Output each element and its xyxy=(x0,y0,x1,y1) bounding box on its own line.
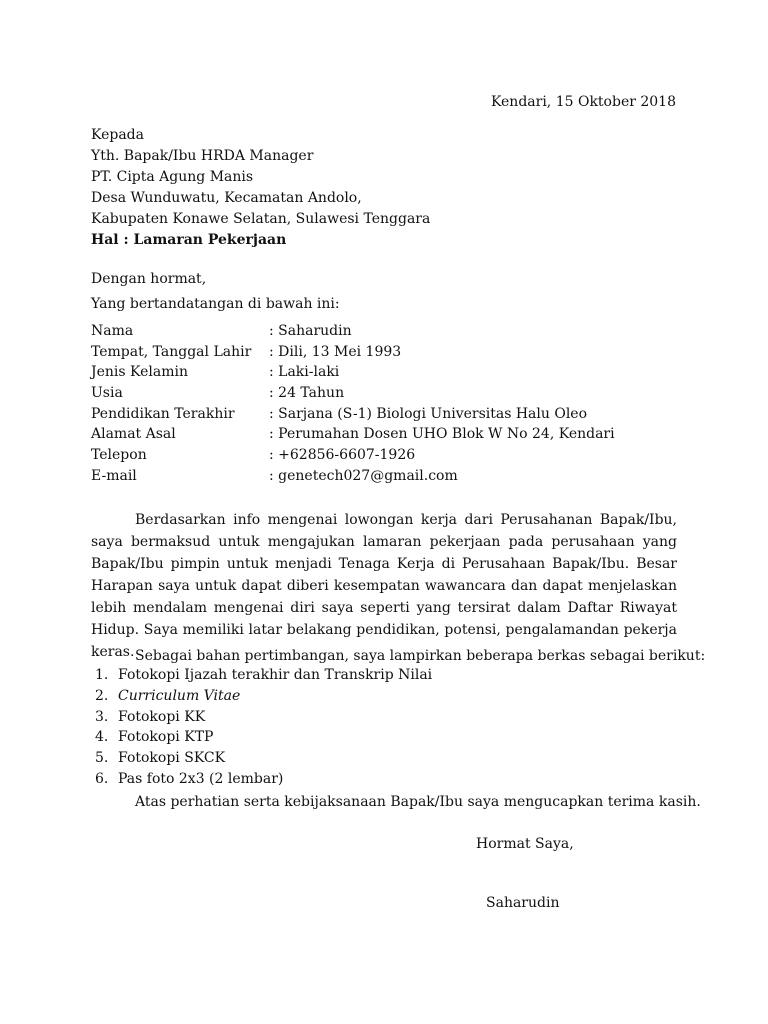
recipient-line: Yth. Bapak/Ibu HRDA Manager xyxy=(91,148,314,164)
closing-line: Hormat Saya, xyxy=(476,836,574,852)
body-paragraph: Berdasarkan info mengenai lowongan kerja dari Perusahanan Bapak/Ibu, saya bermaksud untuk mengajukan lamaran pekerjaan pada perusahaan yang Bapak/Ibu pimpin untuk menjadi Tenaga Kerja di Perusahaan Bapak/Ibu. Besar Harapan saya untuk dapat diberi kesempatan wawancara dan dapat menjelaskan lebih mendalam mengenai diri saya seperti yang tersirat dalam Daftar Riwayat Hidup. Saya memiliki latar belakang pendidikan, potensi, pengalamandan pekerja keras. xyxy=(91,512,677,660)
recipient-block xyxy=(91,125,430,251)
list-text: Fotokopi KTP xyxy=(118,729,214,746)
list-number: 6. xyxy=(95,770,109,787)
info-value: : Sarjana (S-1) Biologi Universitas Halu Oleo xyxy=(269,405,588,422)
recipient-line: Desa Wunduwatu, Kecamatan Andolo, xyxy=(91,190,362,206)
signer-name: Saharudin xyxy=(486,895,560,911)
info-label: Usia xyxy=(91,385,123,402)
info-label: Telepon xyxy=(91,447,147,464)
letter-date: Kendari, 15 Oktober 2018 xyxy=(490,94,676,110)
intro-line: Yang bertandatangan di bawah ini: xyxy=(91,296,340,312)
recipient-line: Kabupaten Konawe Selatan, Sulawesi Tenggara xyxy=(91,211,431,227)
info-label: Nama xyxy=(91,323,134,339)
info-value: : Saharudin xyxy=(269,323,352,339)
list-text: Fotokopi Ijazah terakhir dan Transkrip Nilai xyxy=(118,667,433,683)
list-text: Pas foto 2x3 (2 lembar) xyxy=(118,770,284,787)
list-number: 5. xyxy=(95,750,109,767)
recipient-line: Kepada xyxy=(91,127,144,143)
greeting: Dengan hormat, xyxy=(91,271,207,287)
recipient-line: PT. Cipta Agung Manis xyxy=(91,169,254,185)
info-label: Alamat Asal xyxy=(91,426,176,443)
info-value: : Perumahan Dosen UHO Blok W No 24, Kendari xyxy=(269,426,615,443)
info-value: : Laki-laki xyxy=(269,364,340,381)
info-label: Tempat, Tanggal Lahir xyxy=(91,343,252,360)
list-text: Fotokopi SKCK xyxy=(118,750,226,767)
letter-subject: Hal : Lamaran Pekerjaan xyxy=(91,232,287,248)
list-number: 3. xyxy=(95,708,109,725)
info-value: : 24 Tahun xyxy=(269,385,345,402)
list-text: Fotokopi KK xyxy=(118,708,206,725)
thanks-line: Atas perhatian serta kebijaksanaan Bapak/Ibu saya mengucapkan terima kasih. xyxy=(135,794,701,810)
info-label: Jenis Kelamin xyxy=(91,364,188,381)
body-paragraph-block xyxy=(91,509,677,663)
list-number: 4. xyxy=(95,729,109,746)
list-number: 1. xyxy=(95,667,109,683)
info-label: E-mail xyxy=(91,467,137,484)
info-value: : Dili, 13 Mei 1993 xyxy=(269,343,402,360)
info-label: Pendidikan Terakhir xyxy=(91,405,235,422)
info-value: : +62856-6607-1926 xyxy=(269,447,416,464)
list-text: Curriculum Vitae xyxy=(118,687,241,704)
attachments-lead: Sebagai bahan pertimbangan, saya lampirkan beberapa berkas sebagai berikut: xyxy=(135,648,706,664)
info-value: : genetech027@gmail.com xyxy=(269,467,458,484)
list-number: 2. xyxy=(95,687,109,704)
